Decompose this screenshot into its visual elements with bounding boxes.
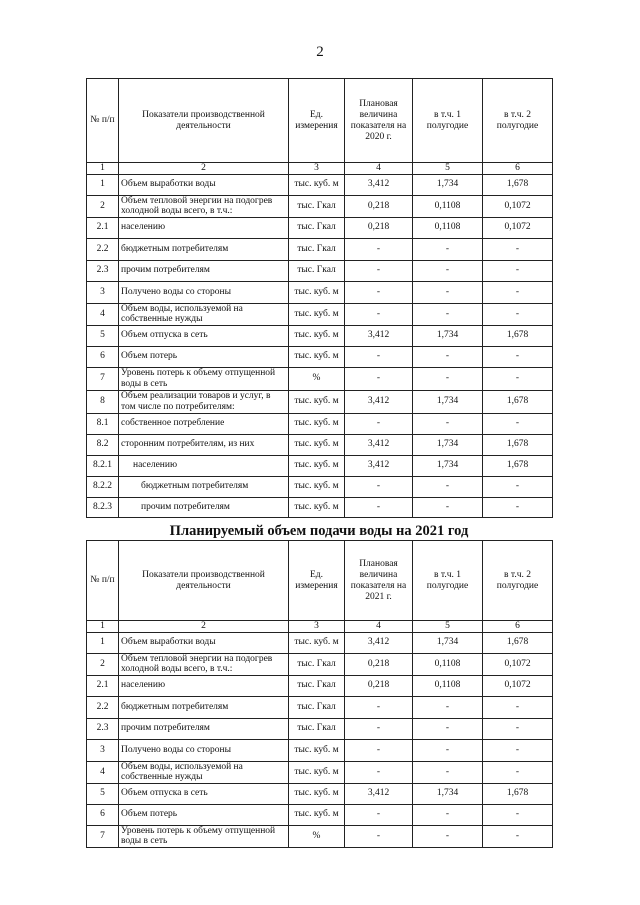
row-half2-value: 1,678 bbox=[483, 325, 553, 346]
colnum-3: 3 bbox=[289, 621, 345, 633]
table-2020 bbox=[86, 78, 553, 518]
row-half2-value: - bbox=[483, 761, 553, 783]
row-half2-value: - bbox=[483, 281, 553, 303]
row-unit: тыс. куб. м bbox=[289, 434, 345, 455]
row-half2-value: - bbox=[483, 413, 553, 434]
row-unit: % bbox=[289, 367, 345, 390]
row-unit: тыс. куб. м bbox=[289, 739, 345, 761]
row-unit: тыс. Гкал bbox=[289, 195, 345, 217]
header-plan: Плановая величина показателя на 2021 г. bbox=[345, 541, 413, 621]
row-half1-value: 0,1108 bbox=[413, 675, 483, 696]
page-number: 2 bbox=[316, 44, 324, 60]
row-half1-value: 1,734 bbox=[413, 325, 483, 346]
row-half1-value: 0,1108 bbox=[413, 195, 483, 217]
row-number: 8.2 bbox=[87, 434, 119, 455]
row-plan-value: 3,412 bbox=[345, 632, 413, 653]
row-plan-value: - bbox=[345, 739, 413, 761]
row-number: 5 bbox=[87, 325, 119, 346]
table-row bbox=[87, 761, 553, 783]
row-half2-value: - bbox=[483, 367, 553, 390]
row-indicator: Объем потерь bbox=[119, 346, 289, 367]
header-indicator: Показатели производственной деятельности bbox=[119, 79, 289, 163]
row-half2-value: - bbox=[483, 260, 553, 281]
row-number: 2.3 bbox=[87, 718, 119, 739]
row-half2-value: - bbox=[483, 303, 553, 325]
table-row bbox=[87, 804, 553, 825]
row-indicator: прочим потребителям bbox=[119, 497, 289, 517]
table-row bbox=[87, 497, 553, 517]
row-indicator: Объем воды, используемой на собственные нужды bbox=[119, 761, 289, 783]
row-plan-value: 3,412 bbox=[345, 434, 413, 455]
table-row bbox=[87, 260, 553, 281]
row-unit: тыс. куб. м bbox=[289, 632, 345, 653]
header-no: № п/п bbox=[87, 79, 119, 163]
row-plan-value: - bbox=[345, 825, 413, 847]
row-plan-value: - bbox=[345, 497, 413, 517]
row-indicator: Объем тепловой энергии на подогрев холодной воды всего, в т.ч.: bbox=[119, 653, 289, 675]
row-number: 7 bbox=[87, 825, 119, 847]
table-row bbox=[87, 434, 553, 455]
row-half1-value: - bbox=[413, 696, 483, 718]
row-number: 8.1 bbox=[87, 413, 119, 434]
row-half2-value: - bbox=[483, 739, 553, 761]
row-plan-value: 0,218 bbox=[345, 653, 413, 675]
row-half2-value: 1,678 bbox=[483, 434, 553, 455]
row-half1-value: 1,734 bbox=[413, 783, 483, 804]
row-half1-value: - bbox=[413, 281, 483, 303]
colnum-4: 4 bbox=[345, 621, 413, 633]
header-unit: Ед. измерения bbox=[289, 541, 345, 621]
table-row bbox=[87, 346, 553, 367]
row-unit: тыс. куб. м bbox=[289, 346, 345, 367]
row-unit: тыс. куб. м bbox=[289, 413, 345, 434]
row-number: 2.2 bbox=[87, 238, 119, 260]
colnum-2: 2 bbox=[119, 163, 289, 175]
table-row bbox=[87, 281, 553, 303]
row-plan-value: 3,412 bbox=[345, 325, 413, 346]
row-half1-value: 0,1108 bbox=[413, 653, 483, 675]
row-plan-value: - bbox=[345, 761, 413, 783]
row-indicator: Объем выработки воды bbox=[119, 174, 289, 195]
row-half1-value: - bbox=[413, 739, 483, 761]
table-row bbox=[87, 476, 553, 497]
table-row bbox=[87, 632, 553, 653]
row-half2-value: - bbox=[483, 718, 553, 739]
table-row bbox=[87, 739, 553, 761]
row-number: 5 bbox=[87, 783, 119, 804]
row-half1-value: - bbox=[413, 718, 483, 739]
row-number: 7 bbox=[87, 367, 119, 390]
row-half1-value: - bbox=[413, 346, 483, 367]
row-plan-value: - bbox=[345, 696, 413, 718]
row-number: 2.1 bbox=[87, 217, 119, 238]
row-indicator: Объем тепловой энергии на подогрев холодной воды всего, в т.ч.: bbox=[119, 195, 289, 217]
row-plan-value: 0,218 bbox=[345, 217, 413, 238]
table-row bbox=[87, 217, 553, 238]
row-indicator: бюджетным потребителям bbox=[119, 696, 289, 718]
colnum-2: 2 bbox=[119, 621, 289, 633]
row-indicator: Объем отпуска в сеть bbox=[119, 325, 289, 346]
colnum-3: 3 bbox=[289, 163, 345, 175]
colnum-1: 1 bbox=[87, 163, 119, 175]
row-half2-value: - bbox=[483, 497, 553, 517]
row-indicator: бюджетным потребителям bbox=[119, 476, 289, 497]
colnum-5: 5 bbox=[413, 163, 483, 175]
row-half1-value: - bbox=[413, 761, 483, 783]
row-number: 6 bbox=[87, 346, 119, 367]
row-plan-value: - bbox=[345, 303, 413, 325]
row-number: 6 bbox=[87, 804, 119, 825]
row-unit: тыс. Гкал bbox=[289, 238, 345, 260]
row-unit: тыс. куб. м bbox=[289, 804, 345, 825]
table-row bbox=[87, 195, 553, 217]
row-unit: тыс. куб. м bbox=[289, 281, 345, 303]
row-indicator: Получено воды со стороны bbox=[119, 739, 289, 761]
row-half1-value: - bbox=[413, 825, 483, 847]
table-row bbox=[87, 696, 553, 718]
row-unit: тыс. Гкал bbox=[289, 653, 345, 675]
row-plan-value: 3,412 bbox=[345, 455, 413, 476]
table-row bbox=[87, 718, 553, 739]
row-indicator: Объем потерь bbox=[119, 804, 289, 825]
row-plan-value: 0,218 bbox=[345, 195, 413, 217]
table-2021 bbox=[86, 540, 553, 848]
row-indicator: прочим потребителям bbox=[119, 718, 289, 739]
row-unit: тыс. куб. м bbox=[289, 761, 345, 783]
table-row bbox=[87, 455, 553, 476]
row-indicator: Уровень потерь к объему отпущенной воды в сеть bbox=[119, 367, 289, 390]
row-half2-value: 1,678 bbox=[483, 455, 553, 476]
row-number: 8.2.2 bbox=[87, 476, 119, 497]
row-half1-value: - bbox=[413, 367, 483, 390]
row-plan-value: - bbox=[345, 346, 413, 367]
row-half1-value: - bbox=[413, 238, 483, 260]
row-unit: тыс. Гкал bbox=[289, 696, 345, 718]
row-half2-value: - bbox=[483, 804, 553, 825]
header-no: № п/п bbox=[87, 541, 119, 621]
row-plan-value: - bbox=[345, 804, 413, 825]
row-number: 2 bbox=[87, 653, 119, 675]
row-unit: тыс. куб. м bbox=[289, 455, 345, 476]
row-number: 1 bbox=[87, 174, 119, 195]
row-number: 1 bbox=[87, 632, 119, 653]
row-indicator: Получено воды со стороны bbox=[119, 281, 289, 303]
row-half1-value: - bbox=[413, 260, 483, 281]
row-unit: тыс. куб. м bbox=[289, 476, 345, 497]
row-plan-value: 3,412 bbox=[345, 390, 413, 413]
row-half1-value: - bbox=[413, 303, 483, 325]
row-half1-value: - bbox=[413, 476, 483, 497]
row-indicator: бюджетным потребителям bbox=[119, 238, 289, 260]
row-plan-value: - bbox=[345, 413, 413, 434]
row-number: 8.2.3 bbox=[87, 497, 119, 517]
row-half2-value: 1,678 bbox=[483, 174, 553, 195]
row-half1-value: 1,734 bbox=[413, 455, 483, 476]
row-unit: тыс. Гкал bbox=[289, 718, 345, 739]
row-unit: тыс. куб. м bbox=[289, 497, 345, 517]
header-plan: Плановая величина показателя на 2020 г. bbox=[345, 79, 413, 163]
row-half1-value: - bbox=[413, 804, 483, 825]
table-row bbox=[87, 653, 553, 675]
row-unit: тыс. Гкал bbox=[289, 675, 345, 696]
row-plan-value: 3,412 bbox=[345, 174, 413, 195]
row-unit: тыс. куб. м bbox=[289, 783, 345, 804]
header-half2: в т.ч. 2 полугодие bbox=[483, 541, 553, 621]
row-indicator: сторонним потребителям, из них bbox=[119, 434, 289, 455]
header-indicator: Показатели производственной деятельности bbox=[119, 541, 289, 621]
row-number: 8.2.1 bbox=[87, 455, 119, 476]
row-unit: тыс. Гкал bbox=[289, 260, 345, 281]
row-unit: тыс. куб. м bbox=[289, 390, 345, 413]
colnum-5: 5 bbox=[413, 621, 483, 633]
row-unit: тыс. куб. м bbox=[289, 174, 345, 195]
row-half1-value: - bbox=[413, 497, 483, 517]
table-row bbox=[87, 174, 553, 195]
table-row bbox=[87, 825, 553, 847]
row-number: 2.3 bbox=[87, 260, 119, 281]
table-row bbox=[87, 303, 553, 325]
row-half2-value: 1,678 bbox=[483, 390, 553, 413]
row-number: 3 bbox=[87, 739, 119, 761]
row-plan-value: 0,218 bbox=[345, 675, 413, 696]
row-number: 2.2 bbox=[87, 696, 119, 718]
row-unit: % bbox=[289, 825, 345, 847]
row-half1-value: 1,734 bbox=[413, 390, 483, 413]
table-row bbox=[87, 413, 553, 434]
row-half1-value: - bbox=[413, 413, 483, 434]
row-plan-value: 3,412 bbox=[345, 783, 413, 804]
colnum-6: 6 bbox=[483, 163, 553, 175]
row-plan-value: - bbox=[345, 367, 413, 390]
table-row bbox=[87, 367, 553, 390]
row-indicator: Уровень потерь к объему отпущенной воды в сеть bbox=[119, 825, 289, 847]
row-number: 4 bbox=[87, 761, 119, 783]
row-half2-value: - bbox=[483, 346, 553, 367]
row-indicator: Объем отпуска в сеть bbox=[119, 783, 289, 804]
header-half1: в т.ч. 1 полугодие bbox=[413, 79, 483, 163]
row-indicator: населению bbox=[119, 217, 289, 238]
row-half2-value: 0,1072 bbox=[483, 653, 553, 675]
row-half2-value: - bbox=[483, 825, 553, 847]
row-half2-value: - bbox=[483, 476, 553, 497]
row-number: 2 bbox=[87, 195, 119, 217]
row-half2-value: 1,678 bbox=[483, 783, 553, 804]
row-half2-value: 0,1072 bbox=[483, 195, 553, 217]
section-title: Планируемый объем подачи воды на 2021 год bbox=[169, 523, 469, 539]
colnum-1: 1 bbox=[87, 621, 119, 633]
row-half2-value: 0,1072 bbox=[483, 217, 553, 238]
table-row bbox=[87, 675, 553, 696]
row-unit: тыс. Гкал bbox=[289, 217, 345, 238]
row-indicator: населению bbox=[119, 455, 289, 476]
row-half2-value: - bbox=[483, 238, 553, 260]
row-half1-value: 1,734 bbox=[413, 434, 483, 455]
colnum-4: 4 bbox=[345, 163, 413, 175]
row-plan-value: - bbox=[345, 260, 413, 281]
row-half1-value: 0,1108 bbox=[413, 217, 483, 238]
row-indicator: Объем воды, используемой на собственные нужды bbox=[119, 303, 289, 325]
row-plan-value: - bbox=[345, 281, 413, 303]
header-unit: Ед. измерения bbox=[289, 79, 345, 163]
row-number: 2.1 bbox=[87, 675, 119, 696]
row-indicator: Объем реализации товаров и услуг, в том числе по потребителям: bbox=[119, 390, 289, 413]
row-number: 4 bbox=[87, 303, 119, 325]
row-indicator: собственное потребление bbox=[119, 413, 289, 434]
table-row bbox=[87, 325, 553, 346]
table-row bbox=[87, 390, 553, 413]
row-plan-value: - bbox=[345, 238, 413, 260]
row-half2-value: 0,1072 bbox=[483, 675, 553, 696]
row-half1-value: 1,734 bbox=[413, 632, 483, 653]
header-half1: в т.ч. 1 полугодие bbox=[413, 541, 483, 621]
colnum-6: 6 bbox=[483, 621, 553, 633]
row-half2-value: 1,678 bbox=[483, 632, 553, 653]
row-number: 3 bbox=[87, 281, 119, 303]
row-number: 8 bbox=[87, 390, 119, 413]
table-row bbox=[87, 783, 553, 804]
row-plan-value: - bbox=[345, 718, 413, 739]
row-indicator: Объем выработки воды bbox=[119, 632, 289, 653]
row-half1-value: 1,734 bbox=[413, 174, 483, 195]
row-unit: тыс. куб. м bbox=[289, 325, 345, 346]
table-row bbox=[87, 238, 553, 260]
row-half2-value: - bbox=[483, 696, 553, 718]
row-plan-value: - bbox=[345, 476, 413, 497]
header-half2: в т.ч. 2 полугодие bbox=[483, 79, 553, 163]
row-indicator: населению bbox=[119, 675, 289, 696]
row-indicator: прочим потребителям bbox=[119, 260, 289, 281]
row-unit: тыс. куб. м bbox=[289, 303, 345, 325]
